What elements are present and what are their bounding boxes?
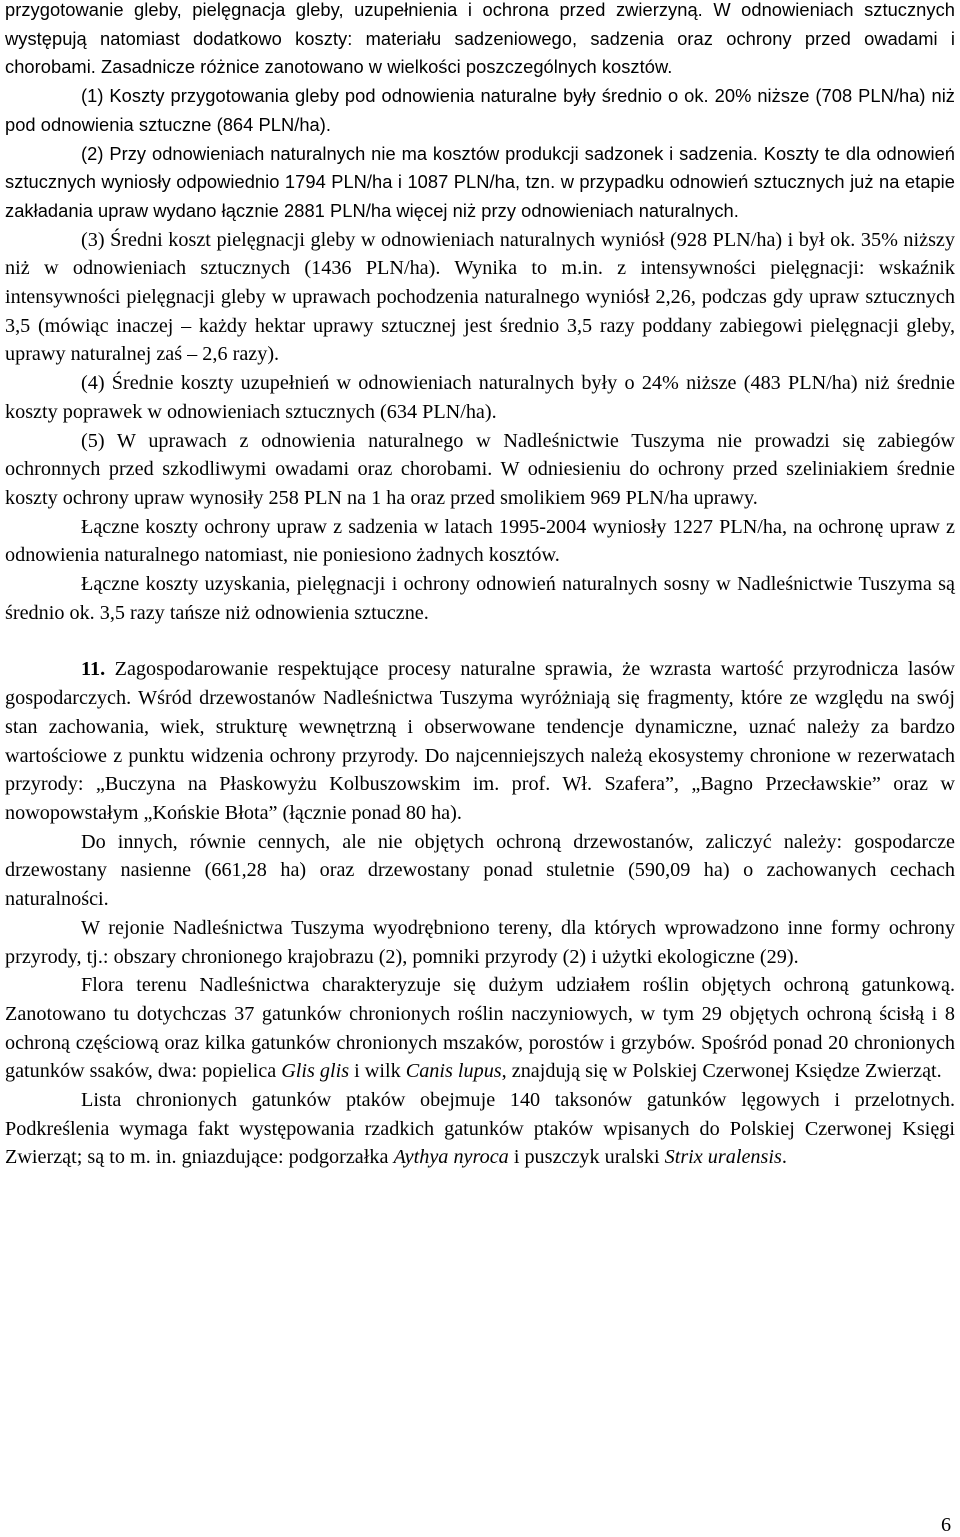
birds-text-end: .	[781, 1146, 787, 1169]
species-strix-uralensis: Strix uralensis	[664, 1146, 782, 1169]
birds-text-between: i puszczyk uralski	[508, 1146, 665, 1169]
birds-text: Lista chronionych gatunków ptaków obejmuje 140 taksonów gatunków lęgowych i przelotnych. Podkreślenia wymaga fakt występowania rzadkich gatunków ptaków wpisanych do Polskiej Czerwonej Księgi Zwierząt; są to m. in. gniazdujące: podgorzałka	[5, 1089, 955, 1169]
flora-text-end: , znajdują się w Polskiej Czerwonej Księdze Zwierząt.	[501, 1060, 942, 1083]
paragraph-supplements: (4) Średnie koszty uzupełnień w odnowieniach naturalnych były o 24% niższe (483 PLN/ha) niż średnie koszty poprawek w odnowieniach sztucznych (634 PLN/ha).	[5, 372, 955, 423]
section-11-paragraph	[5, 655, 955, 827]
page-number: 6	[941, 1514, 952, 1536]
section-11-text: Zagospodarowanie respektujące procesy naturalne sprawia, że wzrasta wartość przyrodnicza lasów gospodarczych. Wśród drzewostanów Nadleśnictwa Tuszyma wyróżniają się fragmenty, które ze względu na swój stan zachowania, wiek, strukturę wewnętrzną i obserwowane tendencje dynamiczne, uznać należy za bardzo wartościowe z punktu widzenia ochrony przyrody. Do najcenniejszych należą ekosystemy chronione w rezerwatach przyrody: „Buczyna na Płaskowyżu Kolbuszowskim im. prof. Wł. Szafera”, „Bagno Przecławskie” oraz w nowopowstałym „Końskie Błota” (łącznie ponad 80 ha).	[5, 658, 956, 824]
paragraph-soil-preparation: (1) Koszty przygotowania gleby pod odnowienia naturalne były średnio o ok. 20% niższe (708 PLN/ha) niż pod odnowienia sztuczne (864 PLN/ha).	[5, 85, 955, 135]
species-canis-lupus: Canis lupus	[405, 1060, 502, 1083]
species-aythya-nyroca: Aythya nyroca	[393, 1146, 509, 1169]
document-page	[5, 0, 955, 1172]
paragraph-soil-care: (3) Średni koszt pielęgnacji gleby w odnowieniach naturalnych wyniósł (928 PLN/ha) i był ok. 35% niższy niż w odnowieniach sztucznych (1436 PLN/ha). Wynika to m.in. z intensywności pielęgnacji: wskaźnik intensywności pielęgnacji gleby w uprawach pochodzenia naturalnego wyniósł 2,26, podczas gdy upraw sztucznych 3,5 (mówiąc inaczej – każdy hektar uprawy sztucznej jest średnio 3,5 razy poddany zabiegowi pielęgnacji gleby, uprawy naturalnej zaś – 2,6 razy).	[5, 228, 955, 366]
flora-text: Flora terenu Nadleśnictwa charakteryzuje się dużym udziałem roślin objętych ochroną gatunkową. Zanotowano tu dotychczas 37 gatunków chronionych roślin naczyniowych, w tym 29 objętych ochroną ścisłą i 8 ochroną częściową oraz kilka gatunków chronionych mszaków, porostów i grzybów. Spośród ponad 20 chronionych gatunków ssaków, dwa: popielica	[5, 974, 955, 1083]
flora-text-between: i wilk	[349, 1060, 406, 1083]
paragraph-cost-intro: przygotowanie gleby, pielęgnacja gleby, uzupełnienia i ochrona przed zwierzyną. W odnowieniach sztucznych występują natomiast dodatkowo koszty: materiału sadzeniowego, sadzenia oraz ochrony przed owadami i chorobami. Zasadnicze różnice zanotowano w wielkości poszczególnych kosztów.	[5, 0, 955, 78]
paragraph-birds	[5, 1086, 955, 1172]
paragraph-total-protection: Łączne koszty ochrony upraw z sadzenia w latach 1995-2004 wyniosły 1227 PLN/ha, na ochronę upraw z odnowienia naturalnego natomiast, nie poniesiono żadnych kosztów.	[5, 515, 955, 567]
paragraph-protection: (5) W uprawach z odnowienia naturalnego w Nadleśnictwie Tuszyma nie prowadzi się zabiegów ochronnych przed szkodliwymi owadami oraz chorobami. W odniesieniu do ochrony przed szeliniakiem średnie koszty ochrony upraw wynosiły 258 PLN na 1 ha oraz przed smolikiem 969 PLN/ha uprawy.	[5, 429, 955, 509]
paragraph-seedling-costs: (2) Przy odnowieniach naturalnych nie ma kosztów produkcji sadzonek i sadzenia. Koszty te dla odnowień sztucznych wyniosły odpowiednio 1794 PLN/ha i 1087 PLN/ha, tzn. w przypadku odnowień sztucznych już na etapie zakładania upraw wydano łącznie 2881 PLN/ha więcej niż przy odnowieniach naturalnych.	[5, 142, 955, 221]
paragraph-valuable-stands: Do innych, równie cennych, ale nie objętych ochroną drzewostanów, zaliczyć należy: gospodarcze drzewostany nasienne (661,28 ha) oraz drzewostany ponad stuletnie (590,09 ha) o zachowanych cechach naturalności.	[5, 830, 955, 911]
species-glis-glis: Glis glis	[281, 1060, 350, 1083]
section-number: 11.	[81, 658, 106, 681]
paragraph-flora	[5, 971, 955, 1086]
paragraph-protection-forms: W rejonie Nadleśnictwa Tuszyma wyodrębniono tereny, dla których wprowadzono inne formy ochrony przyrody, tj.: obszary chronionego krajobrazu (2), pomniki przyrody (2) i użytki ekologiczne (29).	[5, 916, 955, 968]
section-spacer	[5, 627, 955, 655]
paragraph-total-costs: Łączne koszty uzyskania, pielęgnacji i ochrony odnowień naturalnych sosny w Nadleśnictwie Tuszyma są średnio ok. 3,5 razy tańsze niż odnowienia sztuczne.	[5, 573, 955, 624]
